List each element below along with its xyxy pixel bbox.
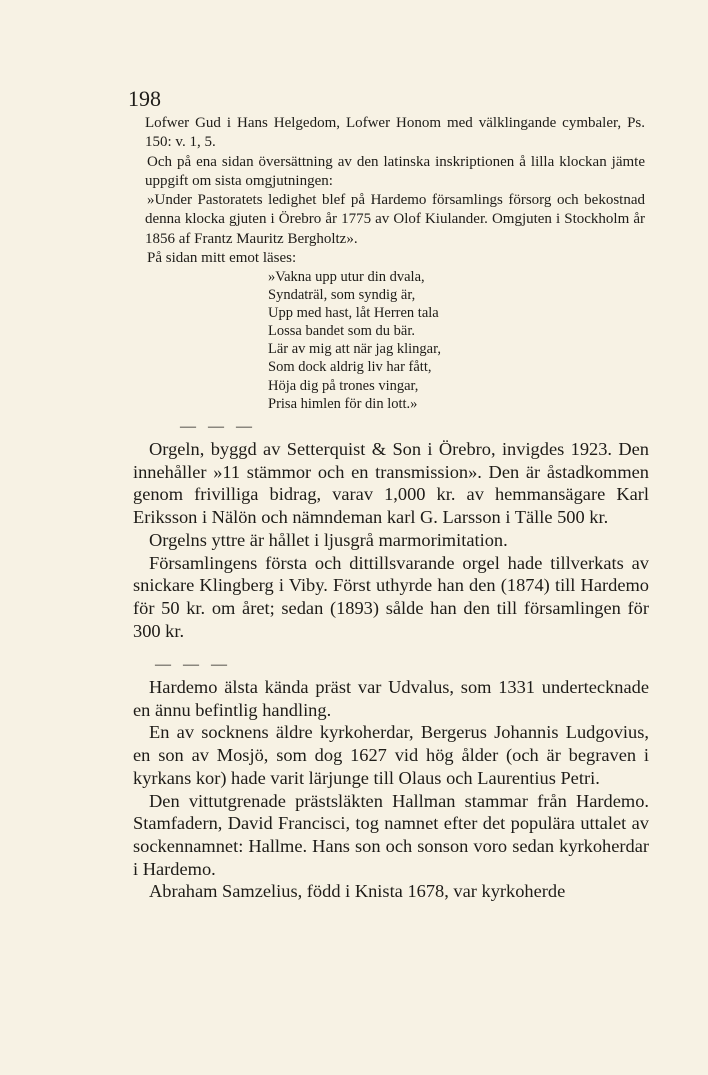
body-paragraph: Orgeln, byggd av Setterquist & Son i Örebro, invigdes 1923. Den innehåller »11 stämmor och en transmission». Den är åstadkommen genom frivilliga bidrag, varav 1,000 kr. av hemmansägare Karl Eriksson i Nälön och nämndeman karl G. Larsson i Tälle 500 kr.	[133, 439, 649, 528]
intro-block	[145, 114, 645, 268]
intro-paragraph: Lofwer Gud i Hans Helgedom, Lofwer Honom med välklingande cymbaler, Ps. 150: v. 1, 5.	[145, 115, 645, 151]
poem-line: Lär av mig att när jag klingar,	[268, 341, 441, 358]
poem-line: Upp med hast, låt Herren tala	[268, 305, 439, 322]
body-paragraph: Abraham Samzelius, född i Knista 1678, var kyrkoherde	[149, 881, 566, 902]
organ-section	[133, 438, 649, 642]
section-separator: — — —	[180, 418, 256, 435]
page-number: 198	[128, 86, 161, 111]
section-separator: — — —	[155, 656, 231, 673]
intro-paragraph: På sidan mitt emot läses:	[147, 250, 297, 267]
poem-line: »Vakna upp utur din dvala,	[268, 269, 425, 285]
intro-paragraph: Och på ena sidan översättning av den latinska inskriptionen å lilla klockan jämte uppgift om sista omgjutningen:	[145, 153, 645, 189]
poem-line: Syndaträl, som syndig är,	[268, 287, 416, 304]
poem-line: Prisa himlen för din lott.»	[268, 395, 418, 412]
body-paragraph: En av socknens äldre kyrkoherdar, Bergerus Johannis Ludgovius, en son av Mosjö, som dog 1627 vid hög ålder (och är begraven i kyrkans kor) hade varit lärjunge till Olaus och Laurentius Petri.	[133, 722, 649, 788]
bell-inscription-poem	[268, 268, 441, 413]
body-paragraph: Hardemo älsta kända präst var Udvalus, som 1331 undertecknade en ännu befintlig handling.	[133, 677, 649, 720]
poem-line: Som dock aldrig liv har fått,	[268, 359, 432, 376]
priests-section	[133, 676, 649, 903]
body-paragraph: Den vittutgrenade prästsläkten Hallman stammar från Hardemo. Stamfadern, David Francisci, tog namnet efter det populära uttalet av sockennamnet: Hallme. Hans son och sonson voro sedan kyrkoherdar i Hardemo.	[133, 790, 649, 879]
body-paragraph: Församlingens första och dittillsvarande orgel hade tillverkats av snickare Klingberg i Viby. Först uthyrde han den (1874) till Hardemo för 50 kr. om året; sedan (1893) sålde han den till församlingen för 300 kr.	[133, 552, 649, 641]
body-paragraph: Orgelns yttre är hållet i ljusgrå marmorimitation.	[149, 529, 508, 550]
intro-paragraph: »Under Pastoratets ledighet blef på Hardemo församlings försorg och bekostnad denna klocka gjuten i Örebro år 1775 av Olof Kiulander. Omgjuten i Stockholm år 1856 af Frantz Mauritz Bergholtz».	[145, 192, 645, 247]
poem-line: Lossa bandet som du bär.	[268, 323, 415, 340]
poem-line: Höja dig på trones vingar,	[268, 377, 419, 394]
